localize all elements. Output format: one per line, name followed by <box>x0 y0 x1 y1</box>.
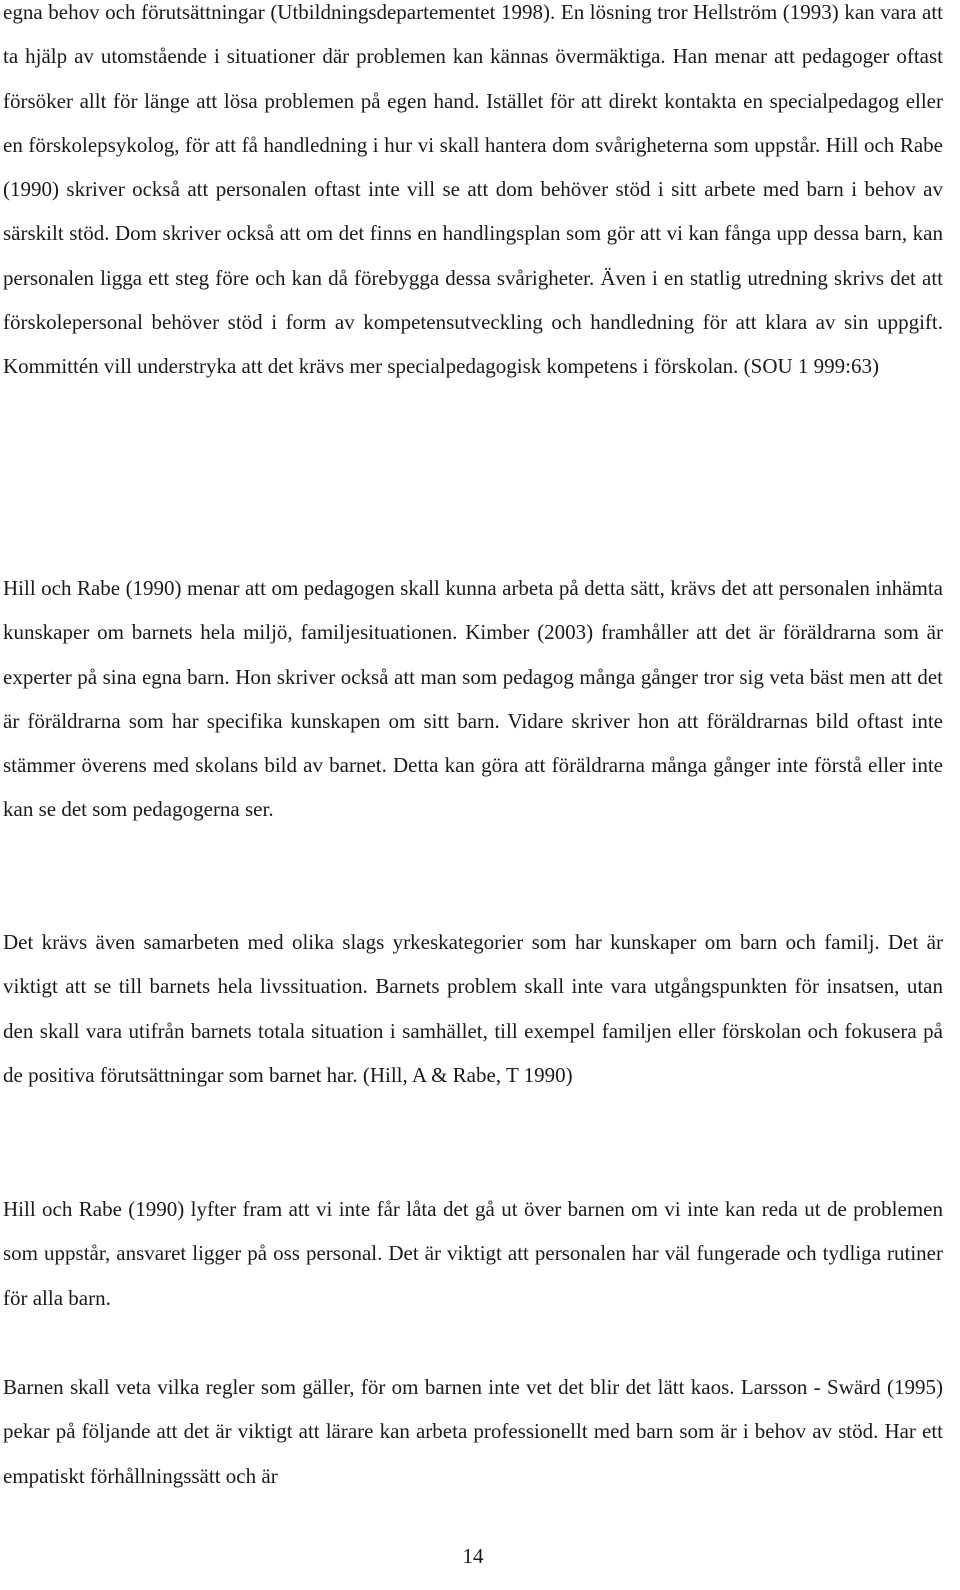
paragraph-5: Barnen skall veta vilka regler som gäller, för om barnen inte vet det blir det lätt kaos. Larsson - Swärd (1995) pekar på följande att det är viktigt att lärare kan arbeta professionellt med barn som är i behov av stöd. Har ett empatiskt förhållningssätt och är <box>3 1375 943 1488</box>
paragraph-2: Hill och Rabe (1990) menar att om pedagogen skall kunna arbeta på detta sätt, krävs det att personalen inhämta kunskaper om barnets hela miljö, familjesituationen. Kimber (2003) framhåller att det är föräldrarna som är experter på sina egna barn. Hon skriver också att man som pedagog många gånger tror sig veta bäst men att det är föräldrarna som har specifika kunskapen om sitt barn. Vidare skriver hon att föräldrarnas bild oftast inte stämmer överens med skolans bild av barnet. Detta kan göra att föräldrarna många gånger inte förstå eller inte kan se det som pedagogerna ser. <box>3 576 943 822</box>
paragraph-3: Det krävs även samarbeten med olika slags yrkeskategorier som har kunskaper om barn och familj. Det är viktigt att se till barnets hela livssituation. Barnets problem skall inte vara utgångspunkten för insatsen, utan den skall vara utifrån barnets totala situation i samhället, till exempel familjen eller förskolan och fokusera på de positiva förutsättningar som barnet har. (Hill, A & Rabe, T 1990) <box>3 930 943 1087</box>
page-number: 14 <box>462 1544 484 1568</box>
paragraph-4: Hill och Rabe (1990) lyfter fram att vi inte får låta det gå ut över barnen om vi inte kan reda ut de problemen som uppstår, ansvaret ligger på oss personal. Det är viktigt att personalen har väl fungerade och tydliga rutiner för alla barn. <box>3 1197 943 1310</box>
paragraph-1: egna behov och förutsättningar (Utbildningsdepartementet 1998). En lösning tror Hellström (1993) kan vara att ta hjälp av utomstående i situationer där problemen kan kännas övermäktiga. Han menar att pedagoger oftast försöker allt för länge att lösa problemen på egen hand. Istället för att direkt kontakta en specialpedagog eller en förskolepsykolog, för att få handledning i hur vi skall hantera dom svårigheterna som uppstår. Hill och Rabe (1990) skriver också att personalen oftast inte vill se att dom behöver stöd i sitt arbete med barn i behov av särskilt stöd. Dom skriver också att om det finns en handlingsplan som gör att vi kan fånga upp dessa barn, kan personalen ligga ett steg före och kan då förebygga dessa svårigheter. Även i en statlig utredning skrivs det att förskolepersonal behöver stöd i form av kompetensutveckling och handledning för att klara av sin uppgift. Kommittén vill understryka att det krävs mer specialpedagogisk kompetens i förskolan. (SOU 1 999:63) <box>3 0 943 379</box>
